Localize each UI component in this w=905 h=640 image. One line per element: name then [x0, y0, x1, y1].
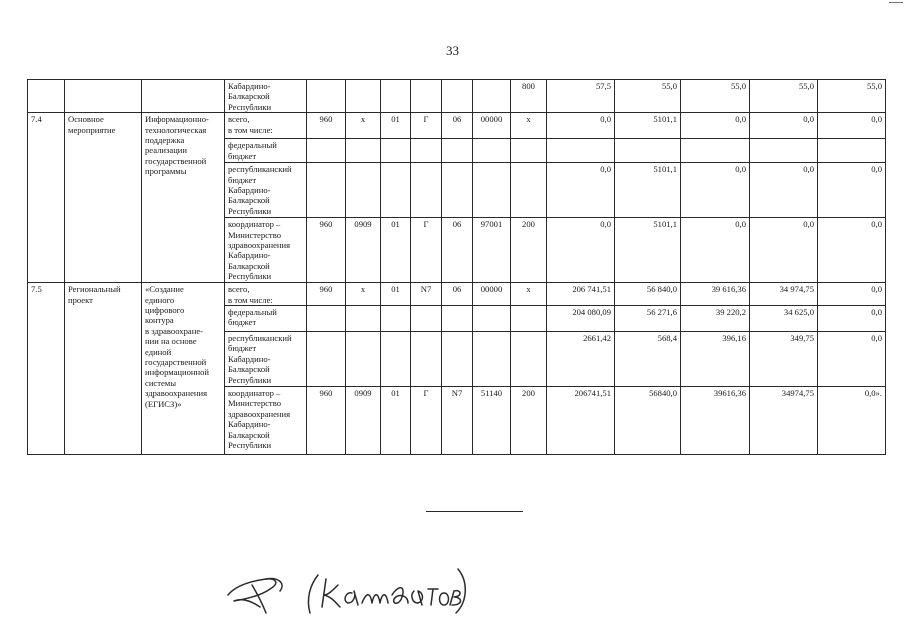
table-cell: 0909 — [346, 387, 381, 455]
table-cell: 0,0 — [750, 163, 818, 218]
table-row — [28, 80, 886, 113]
table-cell: 01 — [381, 113, 411, 139]
table-cell — [346, 80, 381, 113]
table-cell — [442, 163, 473, 218]
table-cell — [307, 80, 346, 113]
budget-table — [27, 79, 886, 455]
table-cell — [511, 139, 547, 163]
table-cell — [411, 163, 442, 218]
table-cell: федеральный бюджет — [225, 139, 307, 163]
table-cell — [473, 80, 511, 113]
table-cell — [411, 139, 442, 163]
table-cell: Кабардино- Балкарской Республики — [225, 80, 307, 113]
table-cell: 51140 — [473, 387, 511, 455]
table-cell — [511, 332, 547, 387]
table-cell: 0909 — [346, 218, 381, 283]
table-cell: 0,0 — [681, 113, 750, 139]
table-cell: Г — [411, 218, 442, 283]
table-cell — [411, 80, 442, 113]
table-cell: 200 — [511, 218, 547, 283]
table-row — [28, 283, 886, 306]
table-cell — [65, 80, 142, 113]
table-cell — [307, 139, 346, 163]
table-cell: 5101,1 — [615, 218, 681, 283]
table-cell — [346, 139, 381, 163]
table-cell: 206741,51 — [547, 387, 615, 455]
divider-line — [426, 511, 523, 512]
table-cell: 0,0 — [547, 113, 615, 139]
table-cell: 34974,75 — [750, 387, 818, 455]
table-cell — [381, 139, 411, 163]
table-cell: 55,0 — [818, 80, 886, 113]
table-cell: 06 — [442, 113, 473, 139]
table-cell: 06 — [442, 283, 473, 306]
table-cell: 56840,0 — [615, 387, 681, 455]
table-cell: N7 — [411, 283, 442, 306]
table-cell — [442, 139, 473, 163]
table-cell — [381, 163, 411, 218]
table-cell: 06 — [442, 218, 473, 283]
table-cell: 5101,1 — [615, 113, 681, 139]
table-cell: 0,0 — [547, 218, 615, 283]
table-cell — [473, 139, 511, 163]
table-cell: 55,0 — [615, 80, 681, 113]
item-type: Основное мероприятие — [65, 113, 142, 283]
table-cell — [750, 139, 818, 163]
table-cell: 01 — [381, 283, 411, 306]
table-cell: 55,0 — [750, 80, 818, 113]
table-cell — [346, 332, 381, 387]
table-cell: координатор – Министерство здравоохранения Кабардино- Балкарской Республики — [225, 218, 307, 283]
table-cell — [307, 306, 346, 332]
table-cell — [473, 163, 511, 218]
table-cell: 56 271,6 — [615, 306, 681, 332]
table-cell: 960 — [307, 218, 346, 283]
table-cell: 0,0 — [750, 218, 818, 283]
table-cell: х — [346, 113, 381, 139]
table-cell: 206 741,51 — [547, 283, 615, 306]
table-cell — [381, 80, 411, 113]
table-cell: 97001 — [473, 218, 511, 283]
table-cell: 2661,42 — [547, 332, 615, 387]
table-cell: 34 974,75 — [750, 283, 818, 306]
table-cell: 39 616,36 — [681, 283, 750, 306]
table-cell: 5101,1 — [615, 163, 681, 218]
table-cell: 0,0 — [547, 163, 615, 218]
table-cell — [442, 80, 473, 113]
table-cell — [511, 306, 547, 332]
table-cell — [381, 306, 411, 332]
table-cell: 39 220,2 — [681, 306, 750, 332]
table-cell: всего, в том числе: — [225, 283, 307, 306]
table-cell: 01 — [381, 387, 411, 455]
table-cell: 0,0 — [818, 306, 886, 332]
table-cell: республиканский бюджет Кабардино- Балкарской Республики — [225, 163, 307, 218]
table-cell: всего, в том числе: — [225, 113, 307, 139]
item-name: Информационно- технологическая поддержка реализации государственной программы — [142, 113, 225, 283]
page-number: 33 — [446, 43, 459, 58]
table-cell: 34 625,0 — [750, 306, 818, 332]
table-cell: 396,16 — [681, 332, 750, 387]
table-cell: 00000 — [473, 113, 511, 139]
table-cell: 56 840,0 — [615, 283, 681, 306]
table-row — [28, 113, 886, 139]
table-cell: Г — [411, 113, 442, 139]
table-cell: 01 — [381, 218, 411, 283]
table-cell: республиканский бюджет Кабардино- Балкарской Республики — [225, 332, 307, 387]
item-number: 7.5 — [28, 283, 65, 455]
table-cell — [473, 332, 511, 387]
table-cell: 0,0 — [818, 332, 886, 387]
table-cell: 0,0 — [681, 163, 750, 218]
table-cell: 57,5 — [547, 80, 615, 113]
table-cell: федеральный бюджет — [225, 306, 307, 332]
table-cell — [681, 139, 750, 163]
table-cell — [442, 306, 473, 332]
table-cell — [547, 139, 615, 163]
table-cell — [307, 332, 346, 387]
table-cell: N7 — [442, 387, 473, 455]
table-cell — [511, 163, 547, 218]
table-cell — [307, 163, 346, 218]
table-cell: 0,0 — [818, 163, 886, 218]
table-cell: 568,4 — [615, 332, 681, 387]
table-cell — [473, 306, 511, 332]
table-cell: 204 080,09 — [547, 306, 615, 332]
table-cell — [615, 139, 681, 163]
table-cell: 349,75 — [750, 332, 818, 387]
table-cell — [346, 306, 381, 332]
table-cell: 800 — [511, 80, 547, 113]
table-cell: 960 — [307, 283, 346, 306]
table-cell — [381, 332, 411, 387]
table-cell: х — [511, 283, 547, 306]
table-cell: х — [511, 113, 547, 139]
table-cell: 00000 — [473, 283, 511, 306]
table-cell — [818, 139, 886, 163]
table-cell: 960 — [307, 387, 346, 455]
table-cell: координатор – Министерство здравоохранения Кабардино- Балкарской Республики — [225, 387, 307, 455]
table-cell: Г — [411, 387, 442, 455]
table-cell: 55,0 — [681, 80, 750, 113]
item-type: Региональный проект — [65, 283, 142, 455]
table-cell: 0,0 — [818, 218, 886, 283]
table-cell: 0,0 — [818, 283, 886, 306]
handwritten-signature — [222, 555, 472, 621]
scan-corner-mark — [889, 2, 903, 3]
table-cell: 200 — [511, 387, 547, 455]
table-cell: 0,0 — [681, 218, 750, 283]
table-cell — [142, 80, 225, 113]
table-cell — [346, 163, 381, 218]
table-cell: х — [346, 283, 381, 306]
item-number: 7.4 — [28, 113, 65, 283]
table-cell: 0,0 — [750, 113, 818, 139]
table-cell — [28, 80, 65, 113]
table-cell: 960 — [307, 113, 346, 139]
item-name: «Создание единого цифрового контура в здравоохране- нии на основе единой государственной информационной системы здравоохранения (ЕГИСЗ)» — [142, 283, 225, 455]
table-cell — [411, 306, 442, 332]
table-cell: 39616,36 — [681, 387, 750, 455]
table-cell — [411, 332, 442, 387]
table-cell — [442, 332, 473, 387]
table-cell: 0,0». — [818, 387, 886, 455]
table-cell: 0,0 — [818, 113, 886, 139]
